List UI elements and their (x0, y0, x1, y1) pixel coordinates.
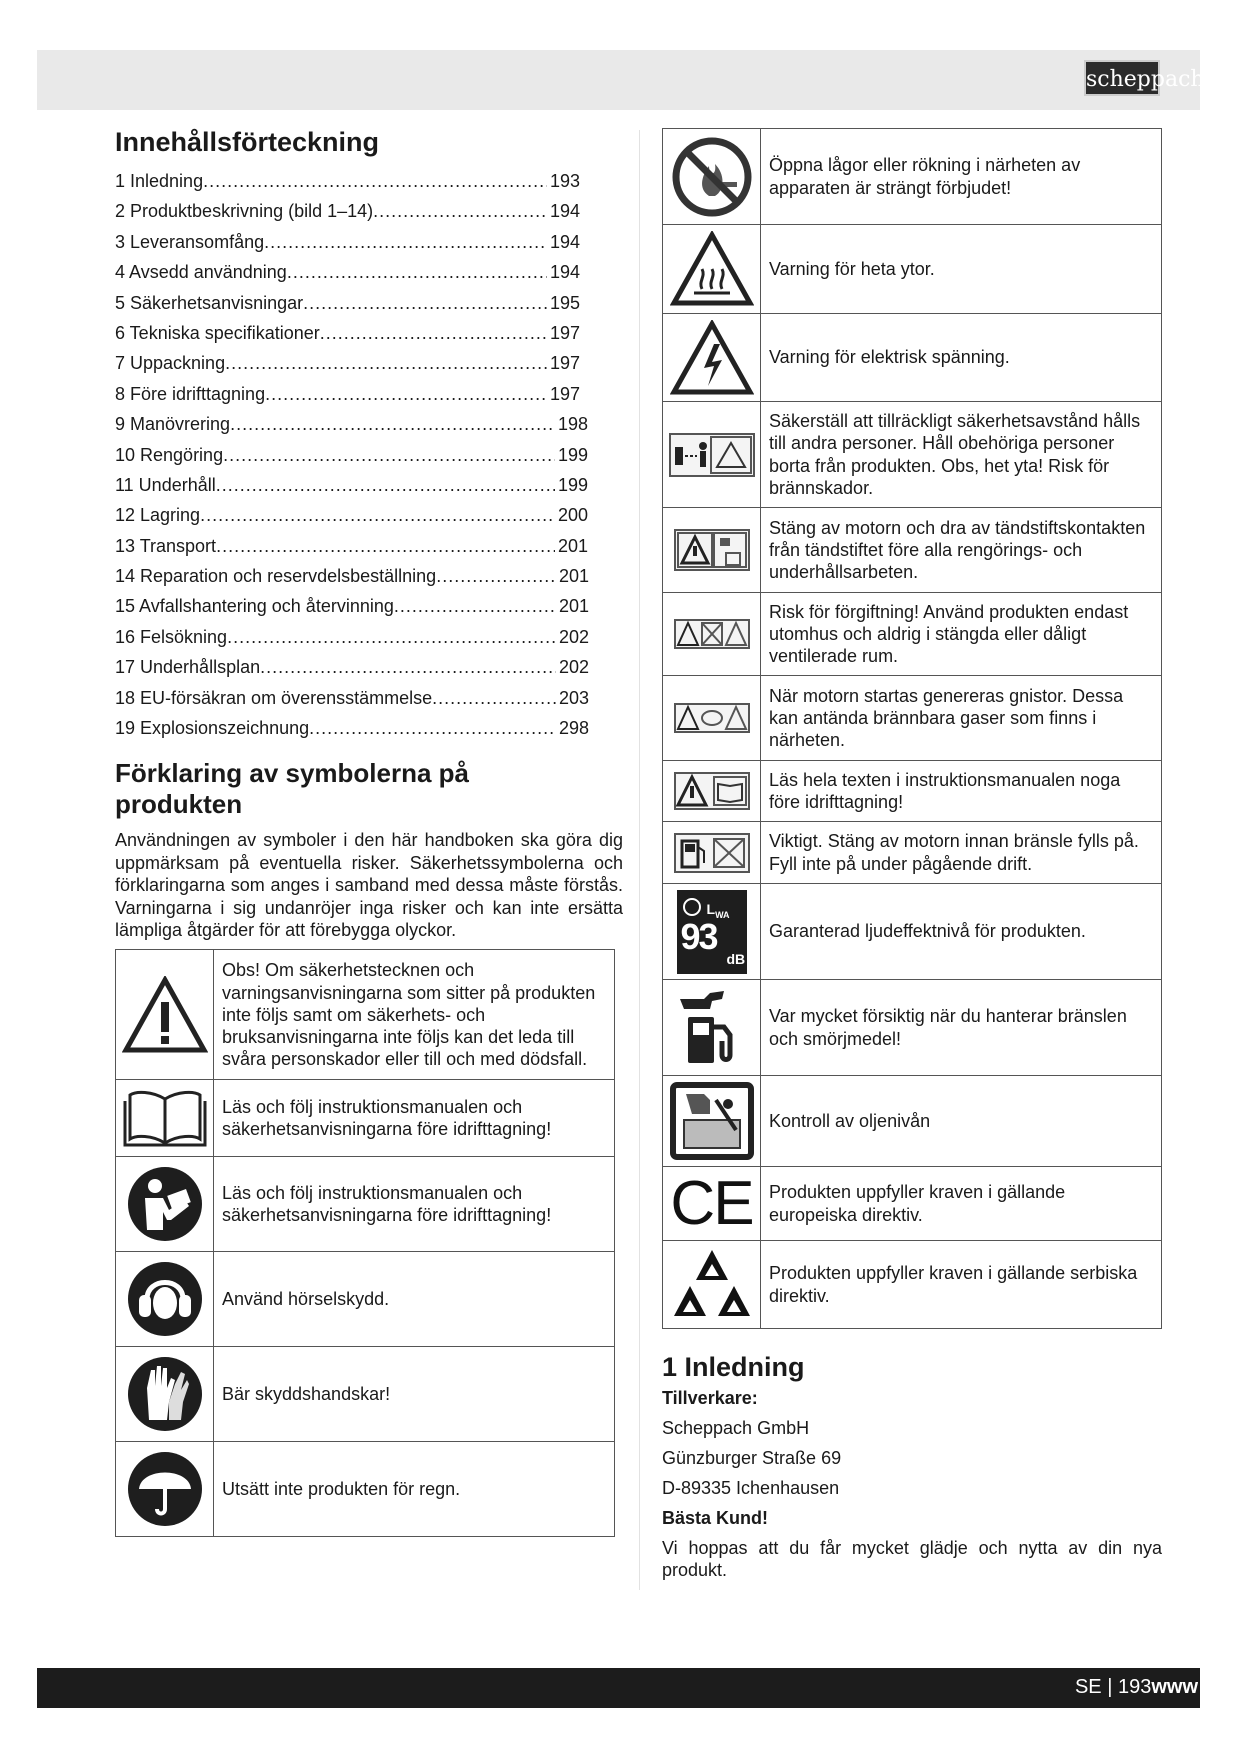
toc-entry-label: 17 Underhållsplan (115, 657, 261, 678)
toc-entry-label: 13 Transport (115, 535, 217, 556)
symbol-text: Läs och följ instruktionsmanualen och säkerhetsanvisningarna före idrifttagning! (214, 1157, 615, 1252)
toc-entry[interactable] (115, 440, 588, 470)
symbol-text: Läs och följ instruktionsmanualen och säkerhetsanvisningarna före idrifttagning! (214, 1080, 615, 1157)
spark-plug-disconnect-icon (674, 529, 750, 571)
brand-logo: scheppach (1084, 60, 1160, 96)
symbol-text: Var mycket försiktig när du hanterar bränslen och smörjmedel! (761, 980, 1162, 1076)
symbol-row (663, 314, 1162, 402)
fuel-oil-icon (674, 987, 750, 1069)
symbol-row (663, 676, 1162, 761)
toc-entry[interactable] (115, 318, 580, 348)
toc-entry-page: 198 (557, 414, 588, 435)
toc-entry[interactable] (115, 288, 580, 318)
symbol-text: Produkten uppfyller kraven i gällande europeiska direktiv. (761, 1167, 1162, 1241)
toc-entry[interactable] (115, 196, 580, 226)
symbol-text: Obs! Om säkerhetstecknen och varningsanvisningarna som sitter på produkten inte följs samt om säkerhets- och bruksanvisningarna inte följs kan det leda till svåra personskador eller till och med dödsfall. (214, 950, 615, 1080)
symbol-text: Läs hela texten i instruktionsmanualen noga före idrifttagning! (761, 761, 1162, 822)
electric-voltage-icon (670, 320, 754, 396)
intro-body: Vi hoppas att du får mycket glädje och nytta av din nya produkt. (662, 1538, 1162, 1581)
toc-entry[interactable] (115, 561, 589, 591)
greeting: Bästa Kund! (662, 1508, 769, 1528)
symbol-row (663, 761, 1162, 822)
ce-mark-icon: CE (670, 1168, 753, 1238)
symbol-text: Risk för förgiftning! Använd produkten endast utomhus och aldrig i stängda eller dåligt ventilerade rum. (761, 593, 1162, 676)
toc-entry-page: 202 (558, 657, 589, 678)
toc-entry[interactable] (115, 470, 588, 500)
symbol-text: Utsätt inte produkten för regn. (214, 1442, 615, 1537)
symbol-text: Varning för heta ytor. (761, 225, 1162, 314)
toc-entry-page: 194 (549, 231, 580, 252)
footer-bar (37, 1668, 1200, 1708)
symbol-row (116, 1442, 615, 1537)
symbol-text: När motorn startas genereras gnistor. Dessa kan antända brännbara gaser som finns i närheten. (761, 676, 1162, 761)
symbol-row (663, 1167, 1162, 1241)
toc-entry[interactable] (115, 409, 588, 439)
sound-power-icon: $L_{WA}$ 93 dB (677, 890, 747, 974)
manufacturer-label: Tillverkare: (662, 1388, 758, 1408)
toc-entry-label: 8 Före idrifttagning (115, 383, 266, 404)
toc-entry-label: 16 Felsökning (115, 626, 228, 647)
toc-leader-dots (265, 379, 547, 409)
symbol-text: Produkten uppfyller kraven i gällande serbiska direktiv. (761, 1241, 1162, 1329)
right-column (662, 128, 1162, 1582)
symbol-row (663, 1241, 1162, 1329)
toc-entry-page: 201 (558, 566, 589, 587)
serbian-conformity-icon (672, 1248, 752, 1322)
symbol-row (116, 950, 615, 1080)
symbol-row (116, 1252, 615, 1347)
toc-entry-page: 197 (549, 322, 580, 343)
toc-entry[interactable] (115, 531, 588, 561)
toc-entry-label: 19 Explosionszeichnung (115, 718, 310, 739)
toc-entry-page: 201 (558, 596, 589, 617)
symbol-text: Bär skyddshandskar! (214, 1347, 615, 1442)
toc-entry[interactable] (115, 652, 589, 682)
symbol-row (663, 593, 1162, 676)
safety-distance-icon (669, 433, 755, 477)
toc-leader-dots (260, 652, 556, 682)
toc-entry-label: 5 Säkerhetsanvisningar (115, 292, 304, 313)
toc-title: Innehållsförteckning (115, 127, 380, 157)
toc-leader-dots (223, 440, 555, 470)
toc-leader-dots (216, 531, 555, 561)
toc-leader-dots (230, 409, 555, 439)
toc-entry-label: 11 Underhåll (115, 474, 216, 495)
toc-leader-dots (200, 500, 555, 530)
symbol-text: Säkerställ att tillräckligt säkerhetsavstånd hålls till andra personer. Håll obehöriga personer borta från produkten. Obs, het yta! Risk för brännskador. (761, 402, 1162, 508)
column-divider (639, 130, 640, 1590)
company-city: D-89335 Ichenhausen (662, 1478, 840, 1498)
toc-leader-dots (287, 257, 547, 287)
toc-entry-label: 2 Produktbeskrivning (bild 1–14) (115, 201, 374, 222)
symbol-row (663, 884, 1162, 980)
symbol-row (663, 980, 1162, 1076)
section-title-inledning: 1 Inledning (662, 1352, 805, 1382)
symbol-row (663, 822, 1162, 884)
open-book-icon (122, 1087, 208, 1149)
toc-entry-label: 14 Reparation och reservdelsbeställning (115, 566, 437, 587)
left-column (115, 126, 623, 1537)
symbol-text: Kontroll av oljenivån (761, 1076, 1162, 1167)
toc-entry-label: 9 Manövrering (115, 414, 231, 435)
table-of-contents (115, 166, 623, 743)
toc-entry-label: 1 Inledning (115, 171, 204, 191)
toc-entry-label: 7 Uppackning (115, 353, 226, 374)
toc-leader-dots (227, 622, 556, 652)
symbol-row (663, 225, 1162, 314)
symbol-row (116, 1080, 615, 1157)
toc-leader-dots (303, 288, 547, 318)
toc-entry-label: 15 Avfallshantering och återvinning (115, 596, 394, 617)
sparks-warning-icon (674, 703, 750, 733)
read-manual-icon (125, 1164, 205, 1244)
toc-entry-label: 3 Leveransomfång (115, 231, 265, 252)
no-open-flame-icon (671, 136, 753, 218)
toc-entry-label: 4 Avsedd användning (115, 262, 287, 283)
hot-surface-icon (670, 231, 754, 307)
toc-entry-page: 197 (549, 383, 580, 404)
toc-entry[interactable] (115, 348, 580, 378)
toc-entry-page: 201 (557, 535, 588, 556)
toc-entry[interactable] (115, 500, 588, 530)
symbol-text: Varning för elektrisk spänning. (761, 314, 1162, 402)
toc-leader-dots (373, 196, 547, 226)
symbol-row (116, 1157, 615, 1252)
symbol-row (663, 508, 1162, 593)
toc-entry[interactable] (115, 591, 589, 621)
toc-entry-page: 195 (549, 292, 580, 313)
symbol-text: Använd hörselskydd. (214, 1252, 615, 1347)
toc-entry-page: 194 (549, 201, 580, 222)
umbrella-icon (125, 1449, 205, 1529)
header-bar (37, 50, 1205, 110)
toc-entry[interactable] (115, 622, 589, 652)
company-name: Scheppach GmbH (662, 1418, 810, 1438)
company-street: Günzburger Straße 69 (662, 1448, 842, 1468)
gloves-icon (125, 1354, 205, 1434)
toc-entry-page: 193 (549, 171, 580, 191)
toc-entry[interactable] (115, 166, 580, 196)
symbol-text: Stäng av motorn och dra av tändstiftskontakten från tändstiftet före alla rengörings- och underhållsarbeten. (761, 508, 1162, 593)
toc-leader-dots (436, 561, 556, 591)
toc-entry-page: 200 (557, 505, 588, 526)
toc-entry-page: 199 (557, 444, 588, 465)
toc-entry-page: 298 (558, 718, 589, 739)
symbol-row (116, 1347, 615, 1442)
toc-leader-dots (216, 470, 555, 500)
toc-entry-label: 12 Lagring (115, 505, 201, 526)
toc-entry-page: 202 (558, 626, 589, 647)
symbol-row (663, 402, 1162, 508)
symbol-text: Garanterad ljudeffektnivå för produkten. (761, 884, 1162, 980)
symbol-table-left (115, 949, 615, 1537)
toc-leader-dots (225, 348, 547, 378)
warning-triangle-icon (122, 976, 208, 1054)
ear-protection-icon (125, 1259, 205, 1339)
symbols-title: Förklaring av symbolerna på produkten (115, 758, 470, 820)
toc-entry[interactable] (115, 379, 580, 409)
toc-entry-label: 6 Tekniska specifikationer (115, 322, 320, 343)
poisoning-risk-icon (674, 619, 750, 649)
symbol-text: Öppna lågor eller rökning i närheten av apparaten är strängt förbjudet! (761, 129, 1162, 225)
toc-entry-label: 10 Rengöring (115, 444, 224, 465)
toc-leader-dots (320, 318, 547, 348)
refuel-engine-off-icon (674, 833, 750, 873)
symbols-intro: Användningen av symboler i den här handboken ska göra dig uppmärksam på eventuella risker. Säkerhetssymbolerna och förklaringarna som anges i samband med dessa måste förstås. Varningarna i sig undanröjer inga risker och kan inte ersätta lämpliga åtgärder för att förebygga olyckor. (115, 830, 623, 941)
symbol-table-right (662, 128, 1162, 1329)
toc-leader-dots (394, 591, 556, 621)
toc-entry-page: 203 (558, 687, 589, 708)
symbol-text: Viktigt. Stäng av motorn innan bränsle fylls på. Fyll inte på under pågående drift. (761, 822, 1162, 884)
toc-leader-dots (309, 713, 556, 743)
toc-entry[interactable] (115, 713, 589, 743)
toc-entry-label: 18 EU-försäkran om överensstämmelse (115, 687, 433, 708)
toc-leader-dots (203, 166, 547, 196)
toc-leader-dots (264, 227, 547, 257)
toc-entry-page: 199 (557, 474, 588, 495)
symbol-row (663, 129, 1162, 225)
toc-leader-dots (432, 683, 556, 713)
toc-entry[interactable] (115, 227, 580, 257)
toc-entry-page: 197 (549, 353, 580, 374)
symbol-row (663, 1076, 1162, 1167)
toc-entry[interactable] (115, 683, 589, 713)
page-number: SE | 193www (1074, 1676, 1198, 1698)
toc-entry-page: 194 (549, 262, 580, 283)
toc-entry[interactable] (115, 257, 580, 287)
read-manual-small-icon (674, 772, 750, 810)
oil-level-icon (670, 1082, 754, 1160)
